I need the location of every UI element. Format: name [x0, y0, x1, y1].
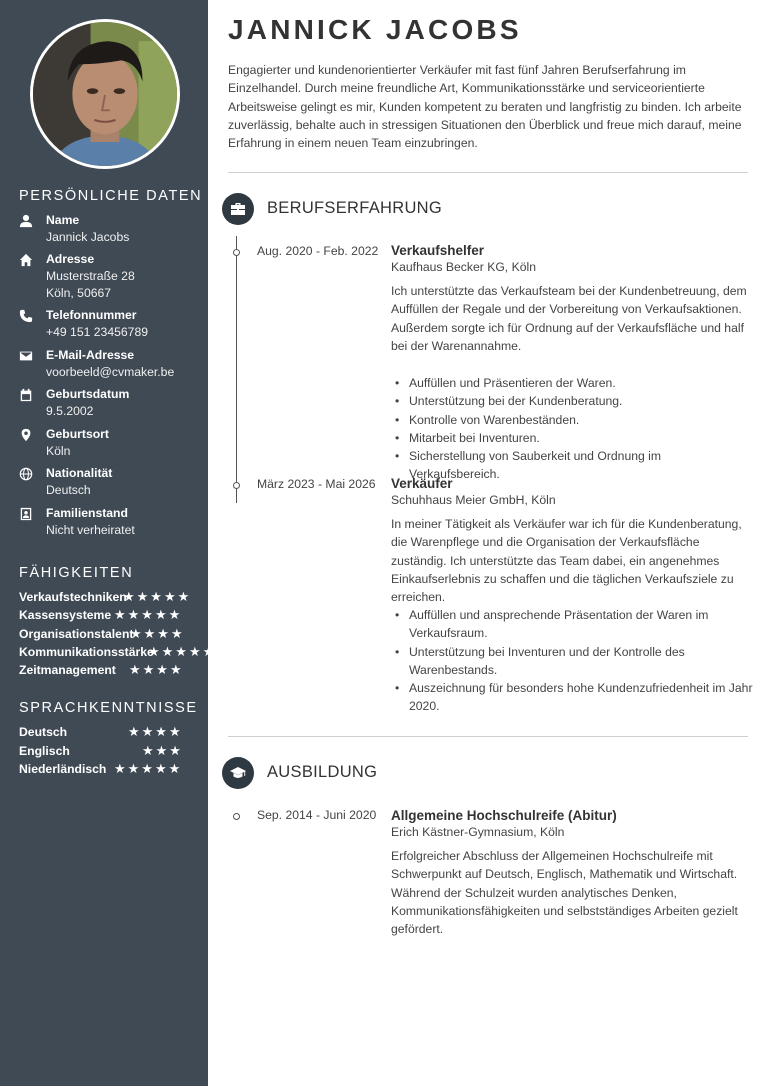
personal-item-label: Name	[46, 213, 80, 227]
profile-photo	[30, 19, 180, 169]
personal-item-value: Deutsch	[46, 483, 91, 497]
personal-item-label: Telefonnummer	[46, 308, 137, 322]
personal-item-label: Nationalität	[46, 466, 113, 480]
job-bullet: • Mitarbeit bei Inventuren.	[391, 429, 753, 447]
job-bullet: • Auffüllen und ansprechende Präsentation der Waren im Verkaufsraum.	[391, 606, 753, 643]
language-row	[19, 744, 209, 760]
job-company: Kaufhaus Becker KG, Köln	[391, 260, 536, 274]
skill-rating-stars: ★★★★	[129, 662, 184, 677]
personal-data-heading: PERSÖNLICHE DATEN	[19, 188, 203, 204]
timeline-dot	[233, 249, 240, 256]
job-title: Verkaufshelfer	[391, 243, 485, 258]
job-title: Verkäufer	[391, 476, 453, 491]
education-title: Allgemeine Hochschulreife (Abitur)	[391, 808, 617, 823]
personal-item-value: Köln	[46, 444, 71, 458]
briefcase-icon	[222, 193, 254, 225]
language-rating-stars: ★★★★★	[114, 761, 183, 776]
skill-name: Organisationstalent	[19, 627, 134, 641]
education-section-title: AUSBILDUNG	[267, 763, 378, 781]
job-bullet: • Kontrolle von Warenbeständen.	[391, 411, 753, 429]
location-pin-icon	[19, 428, 33, 442]
timeline-line	[236, 236, 237, 503]
mail-icon	[19, 349, 33, 363]
job-description: In meiner Tätigkeit als Verkäufer war ich für die Kundenberatung, die Warenpflege und die Organisation der Verkaufsfläche zuständig. Ich unterstützte das Team dabei, ein angenehmes Einkaufserlebnis zu schaffen und die täglichen Verkaufsziele zu erreichen.	[391, 517, 742, 605]
personal-item-value: +49 151 23456789	[46, 325, 149, 339]
personal-item-value: Nicht verheiratet	[46, 523, 135, 537]
personal-item-label: Familienstand	[46, 506, 128, 520]
skill-row	[19, 590, 209, 606]
language-rating-stars: ★★★★	[128, 724, 183, 739]
language-row	[19, 762, 209, 778]
experience-section-title: BERUFSERFAHRUNG	[267, 199, 443, 217]
skill-row	[19, 627, 209, 643]
language-name: Deutsch	[19, 725, 68, 739]
language-row	[19, 725, 209, 741]
personal-item-label: Adresse	[46, 252, 95, 266]
job-bullet: • Auffüllen und Präsentieren der Waren.	[391, 374, 753, 392]
personal-item-value-line2: Köln, 50667	[46, 286, 112, 300]
skill-row	[19, 608, 209, 624]
job-bullet: • Auszeichnung für besonders hohe Kundenzufriedenheit im Jahr 2020.	[391, 679, 753, 716]
personal-item-value: voorbeeld@cvmaker.be	[46, 365, 175, 379]
sidebar	[0, 0, 217, 1086]
section-divider	[228, 736, 748, 737]
skill-rating-stars: ★★★★	[130, 626, 185, 641]
skill-rating-stars: ★★★★★	[114, 607, 183, 622]
section-divider	[228, 172, 748, 173]
job-date: Aug. 2020 - Feb. 2022	[257, 244, 379, 258]
skill-row	[19, 663, 209, 679]
job-bullet: • Unterstützung bei der Kundenberatung.	[391, 392, 753, 410]
personal-item-label: Geburtsdatum	[46, 387, 130, 401]
skills-heading: FÄHIGKEITEN	[19, 565, 134, 581]
skill-name: Zeitmanagement	[19, 663, 116, 677]
personal-item-value: Jannick Jacobs	[46, 230, 130, 244]
graduation-cap-icon	[222, 757, 254, 789]
education-description: Erfolgreicher Abschluss der Allgemeinen Hochschulreife mit Schwerpunkt auf Deutsch, Englisch, Mathematik und Wirtschaft. Während der Schulzeit wurden analytisches Denken, Kommunikationsfähigkeiten und selbstständiges Arbeiten gezielt gefördert.	[391, 849, 738, 937]
globe-icon	[19, 467, 33, 481]
language-name: Englisch	[19, 744, 70, 758]
language-rating-stars: ★★★	[142, 743, 183, 758]
portrait-image	[33, 22, 177, 166]
skill-name: Verkaufstechniken	[19, 590, 127, 604]
personal-item-value: 9.5.2002	[46, 404, 94, 418]
phone-icon	[19, 309, 33, 323]
education-school: Erich Kästner-Gymnasium, Köln	[391, 825, 565, 839]
job-date: März 2023 - Mai 2026	[257, 477, 376, 491]
job-company: Schuhhaus Meier GmbH, Köln	[391, 493, 556, 507]
job-description: Ich unterstützte das Verkaufsteam bei der Kundenbetreuung, dem Auffüllen der Regale und der Vorbereitung von Verkaufsaktionen. Außerdem sorgte ich für Ordnung auf der Verkaufsfläche und half bei der Warenannahme.	[391, 284, 747, 353]
home-icon	[19, 253, 33, 267]
job-bullet: • Unterstützung bei Inventuren und der Kontrolle des Warenbestands.	[391, 643, 753, 680]
candidate-name: JANNICK JACOBS	[228, 14, 522, 45]
skill-name: Kassensysteme	[19, 608, 112, 622]
personal-item-label: E-Mail-Adresse	[46, 348, 135, 362]
education-date: Sep. 2014 - Juni 2020	[257, 808, 377, 822]
job-bullet: • Sicherstellung von Sauberkeit und Ordnung im Verkaufsbereich.	[391, 447, 753, 484]
skill-rating-stars: ★★★★★	[123, 589, 192, 604]
skill-name: Kommunikationsstärke	[19, 645, 154, 659]
personal-item-value: Musterstraße 28	[46, 269, 135, 283]
profile-summary: Engagierter und kundenorientierter Verkäufer mit fast fünf Jahren Berufserfahrung im Einzelhandel. Durch meine freundliche Art, Kommunikationsstärke und serviceorientierte Arbeitsweise gelingt es mir, Kunden kompetent zu beraten und langfristig zu binden. Ich arbeite zuverlässig, behalte auch in stressigen Situationen den Überblick und freue mich darauf, meine Erfahrung in einem neuen Team einzubringen.	[228, 63, 742, 151]
personal-item-label: Geburtsort	[46, 427, 109, 441]
skill-row	[19, 644, 217, 661]
job-bullet-list	[391, 606, 753, 716]
skill-rating-stars: ★★★★★	[148, 644, 217, 659]
id-card-icon	[19, 507, 33, 521]
timeline-dot	[233, 482, 240, 489]
languages-heading: SPRACHKENNTNISSE	[19, 700, 198, 716]
calendar-icon	[19, 388, 33, 402]
language-name: Niederländisch	[19, 762, 107, 776]
timeline-dot	[233, 813, 240, 820]
job-bullet-list	[391, 374, 753, 484]
person-icon	[19, 214, 33, 228]
